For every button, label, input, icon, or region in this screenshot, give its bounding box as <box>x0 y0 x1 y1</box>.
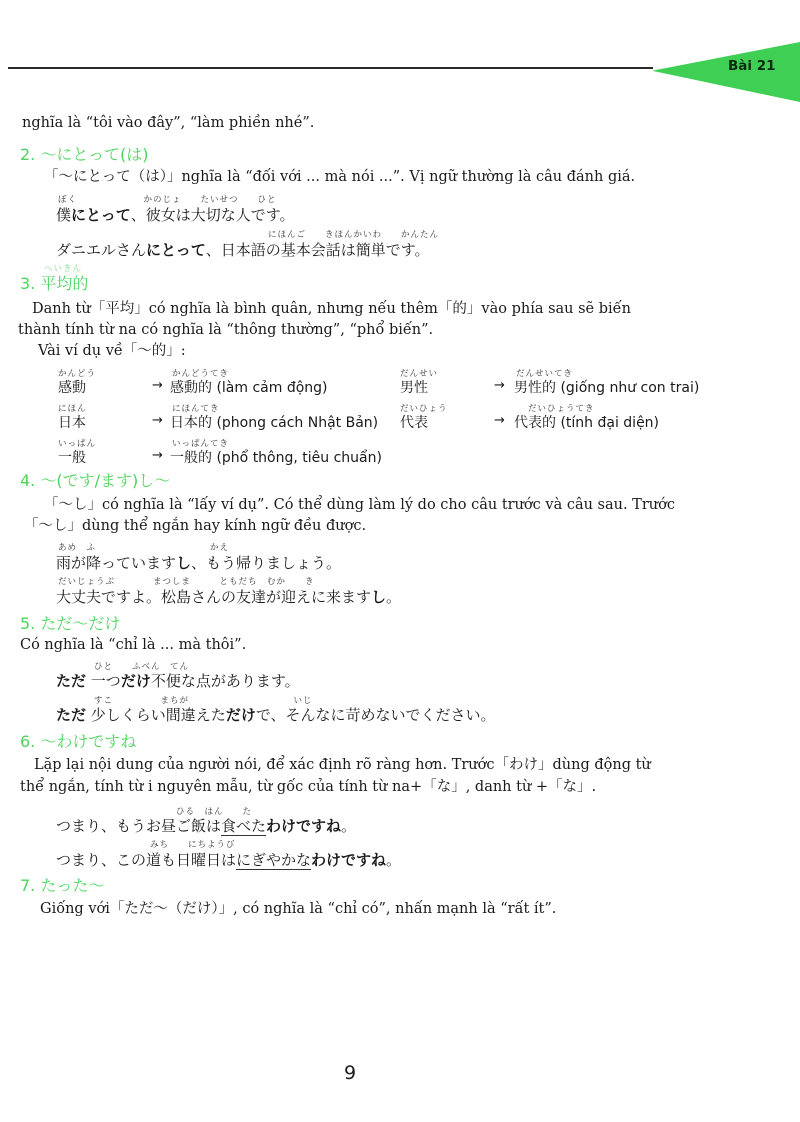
section-heading-6: 6. ～わけですね <box>20 732 137 751</box>
example-sentence: ただ 一つだけ不便な点があります。 <box>56 672 300 690</box>
vocab-result: 一般的 (phổ thông, tiêu chuẩn) <box>170 450 382 466</box>
furigana: だいひょうてき <box>528 404 595 414</box>
header-rule <box>8 67 653 69</box>
section-7-line: Giống với「ただ～（だけ）」, có nghĩa là “chỉ có”, nhấn mạnh là “rất ít”. <box>40 901 557 917</box>
section-2-line: 「～にとって（は）」nghĩa là “đối với ... mà nói ...”. Vị ngữ thường là câu đánh giá. <box>44 169 636 185</box>
furigana: いっぱんてき <box>172 439 230 449</box>
section-3-line: thành tính từ na có nghĩa là “thông thường”, “phổ biến”. <box>18 322 434 338</box>
vocab-word: 男性 <box>400 380 428 396</box>
section-3-line: Danh từ「平均」có nghĩa là bình quân, nhưng nếu thêm「的」vào phía sau sẽ biến <box>32 301 631 317</box>
intro-line: nghĩa là “tôi vào đây”, “làm phiền nhé”. <box>22 115 315 131</box>
furigana: だいひょう <box>400 404 448 414</box>
example-sentence: ただ 少しくらい間違えただけで、そんなに苛めないでください。 <box>56 706 496 724</box>
furigana: にほんご きほんかいわ かんたん <box>268 230 440 240</box>
section-6-line: thể ngắn, tính từ i nguyên mẫu, từ gốc của tính từ na+「な」, danh từ +「な」. <box>20 779 597 795</box>
arrow-icon: → <box>494 378 505 393</box>
furigana: にほん <box>58 404 87 414</box>
section-4-line: 「～し」dùng thể ngắn hay kính ngữ đều được. <box>24 518 367 534</box>
vocab-result: 感動的 (làm cảm động) <box>170 380 328 396</box>
furigana: ぼく かのじょ たいせつ ひと <box>58 195 277 205</box>
vocab-word: 日本 <box>58 415 86 431</box>
section-heading-5: 5. ただ～だけ <box>20 614 121 633</box>
furigana: すこ まちが いじ <box>94 696 313 706</box>
example-sentence: 大丈夫ですよ。松島さんの友達が迎えに来ますし。 <box>56 588 402 606</box>
arrow-icon: → <box>152 448 163 463</box>
lesson-label: Bài 21 <box>728 58 776 74</box>
section-heading-2: 2. ～にとって(は) <box>20 145 149 164</box>
section-5-line: Có nghĩa là “chỉ là ... mà thôi”. <box>20 637 247 653</box>
arrow-icon: → <box>152 378 163 393</box>
furigana: みち にちようび <box>150 840 236 850</box>
example-sentence: ダニエルさんにとって、日本語の基本会話は簡単です。 <box>56 241 430 259</box>
vocab-result: 代表的 (tính đại diện) <box>514 415 660 431</box>
vocab-word: 一般 <box>58 450 86 466</box>
example-sentence: つまり、もうお昼ご飯は食べたわけですね。 <box>56 817 357 835</box>
section-heading-3: 3. 平均的 <box>20 274 89 293</box>
furigana: だいじょうぶ まつしま ともだち むか き <box>58 577 315 587</box>
section-heading-4: 4. ～(です/ます)し～ <box>20 471 171 490</box>
section-heading-7: 7. たった～ <box>20 876 105 895</box>
furigana: いっぱん <box>58 439 97 449</box>
vocab-result: 男性的 (giống như con trai) <box>514 380 700 396</box>
lesson-tab <box>652 42 800 102</box>
example-sentence: つまり、この道も日曜日はにぎやかなわけですね。 <box>56 851 402 869</box>
furigana: あめ ふ かえ <box>58 543 230 553</box>
furigana: だんせい <box>400 369 439 379</box>
furigana: かんどうてき <box>172 369 230 379</box>
furigana: かんどう <box>58 369 97 379</box>
vocab-word: 感動 <box>58 380 86 396</box>
example-sentence: 雨が降っていますし、もう帰りましょう。 <box>56 554 342 572</box>
furigana: ひと ふべん てん <box>94 662 190 672</box>
section-4-line: 「～し」có nghĩa là “lấy ví dụ”. Có thể dùng làm lý do cho câu trước và câu sau. Trước <box>44 497 675 513</box>
furigana: だんせいてき <box>516 369 574 379</box>
heading-furigana: へいきん <box>44 264 83 274</box>
page-number: 9 <box>344 1062 357 1084</box>
example-sentence: 僕にとって、彼女は大切な人です。 <box>56 206 295 224</box>
section-3-line: Vài ví dụ về「～的」: <box>38 343 186 359</box>
arrow-icon: → <box>152 413 163 428</box>
vocab-word: 代表 <box>400 415 428 431</box>
furigana: ひる はん た <box>176 807 253 817</box>
vocab-result: 日本的 (phong cách Nhật Bản) <box>170 415 379 431</box>
arrow-icon: → <box>494 413 505 428</box>
section-6-line: Lặp lại nội dung của người nói, để xác định rõ ràng hơn. Trước「わけ」dùng động từ <box>34 757 651 773</box>
furigana: にほんてき <box>172 404 220 414</box>
